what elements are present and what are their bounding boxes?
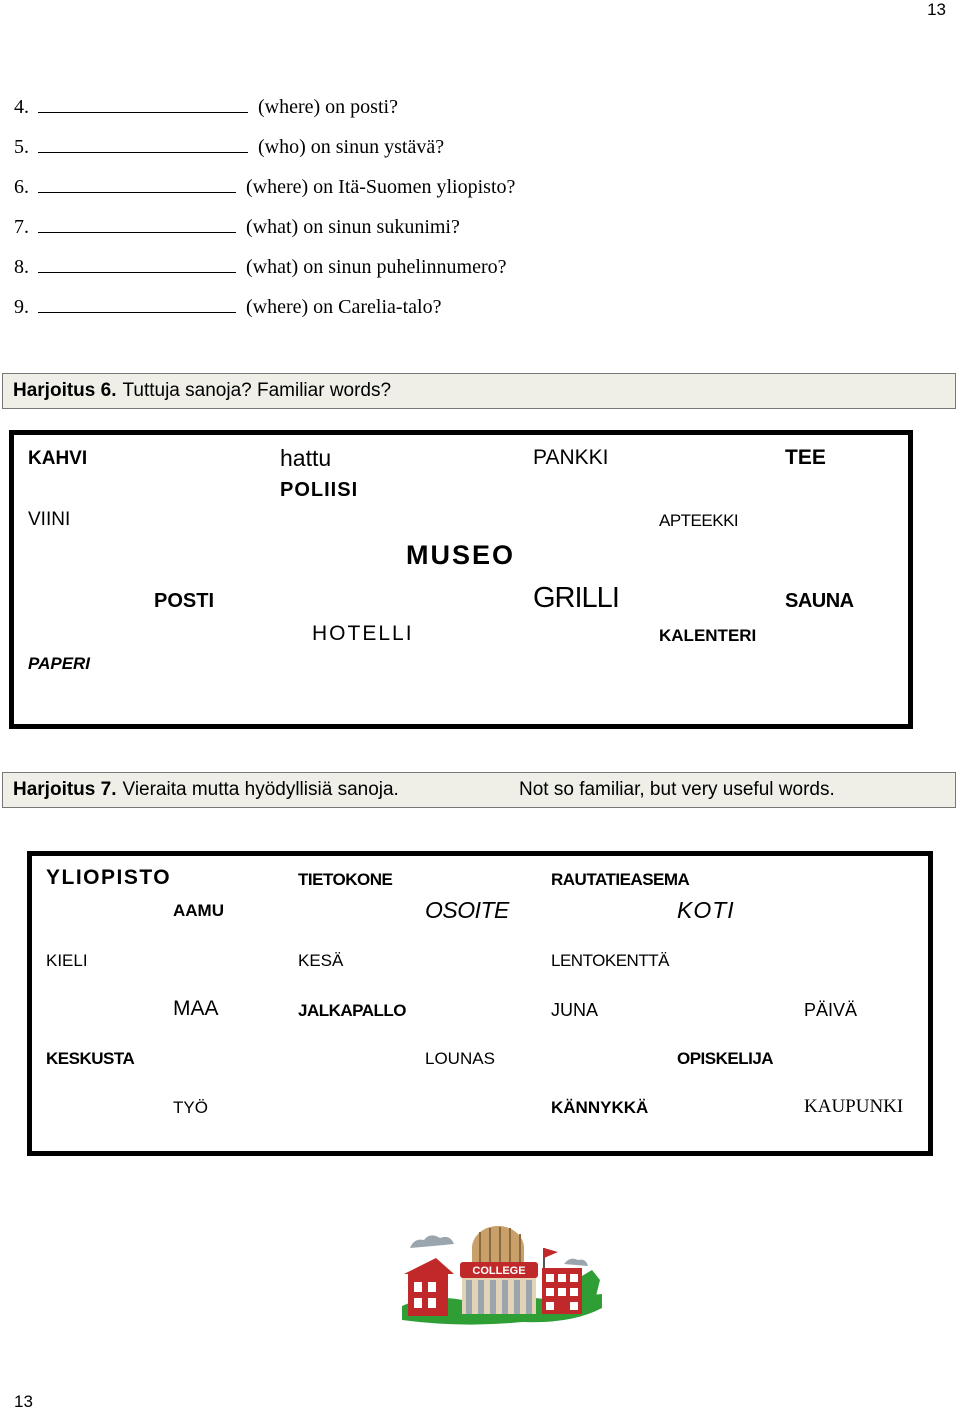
word-tietokone: TIETOKONE <box>298 870 393 889</box>
college-sign: COLLEGE <box>472 1265 526 1277</box>
college-illustration-icon <box>396 1218 608 1328</box>
question-hint: (where) on Carelia-talo? <box>246 296 442 318</box>
question-hint: (what) on sinun sukunimi? <box>246 216 460 238</box>
question-hint: (where) on posti? <box>258 96 398 118</box>
word-rautatieasema: RAUTATIEASEMA <box>551 870 690 889</box>
word-poliisi: POLIISI <box>280 479 359 501</box>
word-osoite: OSOITE <box>425 897 509 923</box>
answer-blank[interactable] <box>38 94 248 113</box>
word-tyo: TYÖ <box>173 1098 208 1117</box>
word-paiva: PÄIVÄ <box>804 1000 858 1020</box>
question-number: 8. <box>14 256 29 278</box>
answer-blank[interactable] <box>38 174 236 193</box>
exercise-6-label: Harjoitus 6. <box>13 380 117 401</box>
word-yliopisto: YLIOPISTO <box>46 866 172 889</box>
question-hint: (what) on sinun puhelinnumero? <box>246 256 507 278</box>
question-hint: (where) on Itä-Suomen yliopisto? <box>246 176 516 198</box>
word-aamu: AAMU <box>173 901 224 920</box>
question-number: 5. <box>14 136 29 158</box>
question-number: 6. <box>14 176 29 198</box>
exercise-6-title: Tuttuja sanoja? Familiar words? <box>122 380 392 401</box>
question-line <box>14 214 460 239</box>
word-kesa: KESÄ <box>298 951 344 970</box>
exercise-7-title-fi: Vieraita mutta hyödyllisiä sanoja. <box>122 779 399 800</box>
word-posti: POSTI <box>154 590 215 612</box>
answer-blank[interactable] <box>38 294 236 313</box>
word-hotelli: HOTELLI <box>312 622 414 645</box>
question-line <box>14 134 444 159</box>
exercise-7-header <box>2 772 956 808</box>
word-kahvi: KAHVI <box>28 448 88 469</box>
question-number: 7. <box>14 216 29 238</box>
word-grilli: GRILLI <box>533 582 619 614</box>
question-number: 4. <box>14 96 29 118</box>
word-hattu: hattu <box>280 445 332 471</box>
word-kieli: KIELI <box>46 951 88 970</box>
answer-blank[interactable] <box>38 214 236 233</box>
exercise-7-label: Harjoitus 7. <box>13 779 117 800</box>
word-kannykka: KÄNNYKKÄ <box>551 1098 649 1117</box>
word-jalkapallo: JALKAPALLO <box>298 1001 407 1020</box>
question-line <box>14 174 515 199</box>
exercise-6-header <box>2 373 956 409</box>
word-koti: KOTI <box>677 897 735 923</box>
word-sauna: SAUNA <box>785 590 854 612</box>
exercise-6-word-box <box>9 430 913 729</box>
answer-blank[interactable] <box>38 254 236 273</box>
question-line <box>14 294 441 319</box>
word-lounas: LOUNAS <box>425 1049 495 1068</box>
word-opiskelija: OPISKELIJA <box>677 1049 774 1068</box>
word-keskusta: KESKUSTA <box>46 1049 135 1068</box>
question-number: 9. <box>14 296 29 318</box>
question-line <box>14 254 507 279</box>
word-museo: MUSEO <box>406 540 516 570</box>
exercise-7-title-en: Not so familiar, but very useful words. <box>519 779 835 800</box>
word-tee: TEE <box>785 446 826 469</box>
page-number-bottom: 13 <box>14 1392 33 1411</box>
question-hint: (who) on sinun ystävä? <box>258 136 445 158</box>
word-paperi: PAPERI <box>28 654 91 673</box>
answer-blank[interactable] <box>38 134 248 153</box>
word-kaupunki: KAUPUNKI <box>804 1096 904 1117</box>
word-apteekki: APTEEKKI <box>659 511 739 530</box>
word-juna: JUNA <box>551 1000 599 1020</box>
word-pankki: PANKKI <box>533 446 609 469</box>
page-number-top: 13 <box>927 0 946 19</box>
question-line <box>14 94 398 119</box>
word-viini: VIINI <box>28 509 71 530</box>
word-kalenteri: KALENTERI <box>659 626 757 645</box>
word-maa: MAA <box>173 997 219 1020</box>
word-lentokentta: LENTOKENTTÄ <box>551 951 669 970</box>
